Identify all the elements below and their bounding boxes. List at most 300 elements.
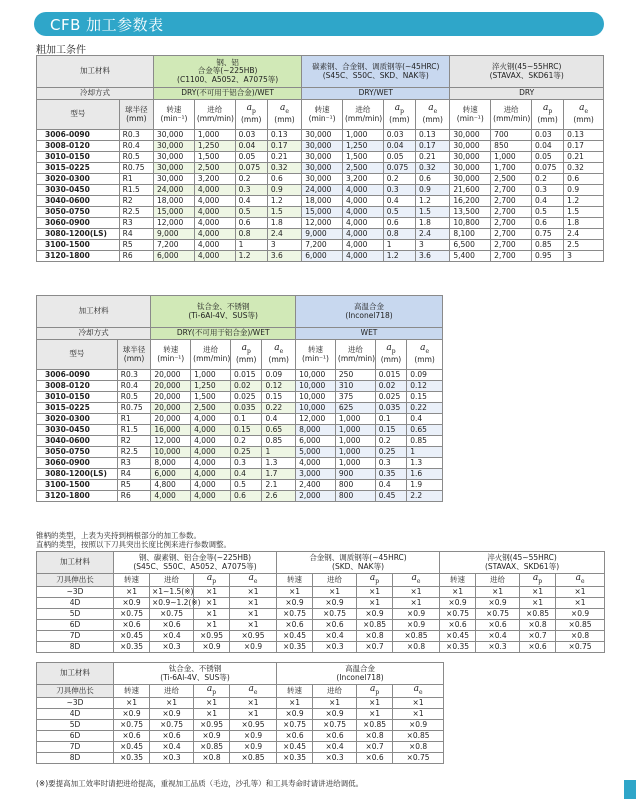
factor-value: ×0.95 [194,631,230,642]
table-row [37,425,443,436]
table-row [37,185,604,196]
table-row [37,698,444,709]
param-value: 0.9 [267,185,301,196]
factor-value: ×1 [393,598,440,609]
param-value: 0.09 [407,370,443,381]
table-row [37,753,444,764]
param-value: 4,000 [194,196,235,207]
factor-value: ×0.95 [194,720,230,731]
param-value: 0.45 [375,491,406,502]
param-value: 900 [335,469,375,480]
material-group-3: 淬火钢(45~55HRC) (STAVAX、SKD61等) [440,552,605,574]
param-value: 30,000 [302,174,343,185]
param-value: 850 [491,141,532,152]
param-value: 4,000 [194,207,235,218]
material-group-1: 钢、碳素钢、铝合金等(~225HB) (S45C、S50C、A5052、A7075等) [114,552,277,574]
param-value: 1.2 [267,196,301,207]
group-2-feed-header: 进给 (mm/min) [335,340,375,370]
ball-radius: R2 [117,436,151,447]
factor-value: ×0.9 [150,709,194,720]
factor-value: ×1 [230,598,277,609]
factor-value: ×0.3 [313,642,357,653]
cooling-method-1: DRY(不可用于铝合金)/WET [154,88,302,100]
param-value: 0.05 [383,152,415,163]
factor-value: ×0.8 [393,742,444,753]
rough-cutting-table-1 [36,55,604,262]
table-row [37,370,443,381]
ball-radius: R2.5 [117,447,151,458]
param-value: 4,000 [342,207,383,218]
model-label: 型号 [37,100,120,130]
model-number: 3030-0450 [37,425,118,436]
table-row [37,196,604,207]
ball-radius: R3 [119,218,153,229]
param-value: 2,500 [194,163,235,174]
param-value: 0.17 [267,141,301,152]
param-value: 4,000 [194,218,235,229]
ap-header: $a_p$ [520,574,556,587]
ae-unit: (mm) [268,355,289,365]
radius-header: 球半径 (mm) [117,340,151,370]
param-value: 0.65 [407,425,443,436]
factor-value: ×1 [357,587,393,598]
factor-value: ×0.75 [114,609,150,620]
param-value: 8,100 [450,229,491,240]
param-value: 0.21 [564,152,604,163]
overhang-length: 8D [37,753,114,764]
factor-value: ×1 [230,587,277,598]
cooling-method-2: DRY/WET [302,88,450,100]
param-value: 0.5 [531,207,563,218]
param-value: 4,000 [191,480,231,491]
model-number: 3015-0225 [37,403,118,414]
param-value: 1.9 [407,480,443,491]
factor-value: ×1 [520,587,556,598]
param-value: 0.6 [531,218,563,229]
table-row [37,742,444,753]
material-group-3: 淬火钢(45~55HRC) (STAVAX、SKD61等) [450,56,604,88]
param-value: 1.2 [564,196,604,207]
param-value: 4,000 [191,425,231,436]
cooling-label: 冷却方式 [37,328,151,340]
radius-header: 球半径 (mm) [119,100,153,130]
param-value: 0.6 [564,174,604,185]
group-1-speed-header: 转速 (min⁻¹) [154,100,195,130]
material-group-1: 钢、铝 合金等(~225HB) (C1100、A5052、A7075等) [154,56,302,88]
factor-value: ×0.85 [357,720,393,731]
factor-value: ×0.85 [393,731,444,742]
param-value: 0.22 [407,403,443,414]
param-value: 2.4 [415,229,449,240]
factor-value: ×1 [393,698,444,709]
factor-value: ×0.9 [393,609,440,620]
param-value: 0.015 [375,370,406,381]
param-value: 625 [335,403,375,414]
param-value: 4,000 [191,469,231,480]
factor-value: ×1 [194,709,230,720]
param-value: 0.9 [564,185,604,196]
param-value: 18,000 [154,196,195,207]
factor-value: ×1 [393,587,440,598]
table-row [37,731,444,742]
table-row [37,436,443,447]
param-value: 2,500 [491,174,532,185]
ae-unit: (mm) [414,355,435,365]
table-row [37,458,443,469]
ball-radius: R1 [119,174,153,185]
factor-value: ×0.4 [476,631,520,642]
overhang-length: 7D [37,631,114,642]
ball-radius: R0.4 [117,381,151,392]
factor-value: ×0.75 [313,720,357,731]
ball-radius: R1.5 [117,425,151,436]
factor-value: ×0.9 [357,609,393,620]
cooling-label: 冷却方式 [37,88,154,100]
param-value: 0.15 [375,425,406,436]
param-value: 10,000 [296,392,336,403]
table-row [37,709,444,720]
param-value: 0.2 [235,174,267,185]
param-value: 1.5 [564,207,604,218]
param-value: 4,000 [191,491,231,502]
model-number: 3008-0120 [37,381,118,392]
factor-value: ×0.6 [150,731,194,742]
param-value: 0.4 [375,480,406,491]
ap-unit: (mm) [537,115,558,125]
param-value: 3,000 [296,469,336,480]
factor-value: ×1 [476,587,520,598]
param-value: 3.6 [415,251,449,262]
factor-value: ×0.35 [277,753,313,764]
param-value: 0.17 [564,141,604,152]
param-value: 0.21 [267,152,301,163]
group-1-ae-header: $a_e$ (mm) [267,100,301,130]
overhang-adjustment-table-1 [36,551,605,653]
model-number: 3008-0120 [37,141,120,152]
factor-value: ×0.9 [393,720,444,731]
table-row [37,469,443,480]
param-value: 1,250 [342,141,383,152]
table-row [37,218,604,229]
factor-value: ×0.85 [194,742,230,753]
ball-radius: R0.4 [119,141,153,152]
param-value: 0.8 [383,229,415,240]
param-value: 0.13 [564,130,604,141]
ball-radius: R1 [117,414,151,425]
group-1-ae-header: $a_e$ (mm) [262,340,296,370]
table-row [37,403,443,414]
factor-value: ×0.6 [277,620,313,631]
model-number: 3050-0750 [37,447,118,458]
param-value: 0.15 [262,392,296,403]
ap-header: $a_p$ [194,685,230,698]
overhang-length: ~3D [37,698,114,709]
factor-value: ×1 [230,709,277,720]
model-number: 3015-0225 [37,163,120,174]
ap-header: $a_p$ [357,685,393,698]
ball-radius: R0.5 [119,152,153,163]
param-value: 3.6 [267,251,301,262]
table-row [37,141,604,152]
overhang-length: ~3D [37,587,114,598]
param-value: 1.2 [235,251,267,262]
speed-header: 转速 [114,685,150,698]
table-row [37,392,443,403]
param-value: 4,000 [194,251,235,262]
param-value: 6,500 [450,240,491,251]
param-value: 0.04 [383,141,415,152]
material-group-2: 合金钢、调质钢等(~45HRC) (SKD、NAK等) [277,552,440,574]
param-value: 20,000 [151,403,191,414]
factor-value: ×0.35 [277,642,313,653]
factor-value: ×0.4 [313,631,357,642]
model-number: 3080-1200(LS) [37,469,118,480]
param-value: 0.6 [235,218,267,229]
ball-radius: R2 [119,196,153,207]
factor-value: ×0.6 [476,620,520,631]
table-row [37,130,604,141]
factor-value: ×1 [230,609,277,620]
param-value: 0.2 [375,436,406,447]
param-value: 0.22 [262,403,296,414]
param-value: 2.4 [564,229,604,240]
factor-value: ×0.8 [556,631,605,642]
param-value: 4,800 [151,480,191,491]
param-value: 1,500 [342,152,383,163]
ball-radius: R0.5 [117,392,151,403]
note-line: 直柄的类型，按照以下刀具突出长度比例来进行参数调整。 [36,540,231,549]
factor-value: ×0.9 [194,642,230,653]
param-value: 0.6 [415,174,449,185]
factor-value: ×0.7 [520,631,556,642]
model-number: 3040-0600 [37,436,118,447]
param-value: 0.3 [235,185,267,196]
factor-value: ×0.8 [393,642,440,653]
param-value: 1,000 [491,152,532,163]
param-value: 1.6 [407,469,443,480]
table-row [37,620,605,631]
table-row [37,240,604,251]
footnote: (※)要提高加工效率时请把进给提高，重视加工品质（毛边，沙孔等）和工具寿命时请讲进给调低。 [36,779,364,788]
table-row [37,480,443,491]
param-value: 0.075 [531,163,563,174]
param-value: 30,000 [154,152,195,163]
ball-radius: R1.5 [119,185,153,196]
table-row [37,574,605,587]
table-row [37,642,605,653]
param-value: 4,000 [151,491,191,502]
param-value: 0.6 [383,218,415,229]
param-value: 0.1 [231,414,262,425]
factor-value: ×1 [230,620,277,631]
factor-value: ×0.75 [114,720,150,731]
param-value: 30,000 [302,152,343,163]
param-value: 12,000 [151,436,191,447]
feed-header: 进给 [476,574,520,587]
speed-header: 转速 [277,574,313,587]
cooling-method-3: DRY [450,88,604,100]
param-value: 1 [262,447,296,458]
param-value: 0.02 [375,381,406,392]
param-value: 30,000 [450,141,491,152]
param-value: 9,000 [154,229,195,240]
group-1-feed-header: 进给 (mm/min) [194,100,235,130]
overhang-label: 刀具伸出长 [37,685,114,698]
param-value: 1.2 [415,196,449,207]
param-value: 0.3 [231,458,262,469]
overhang-length: 8D [37,642,114,653]
table-row [37,340,443,370]
factor-value: ×0.75 [556,642,605,653]
ball-radius: R0.3 [119,130,153,141]
table-row [37,100,604,130]
material-group-1: 钛合金、不锈钢 (Ti-6Al-4V、SUS等) [151,296,296,328]
table-row [37,685,444,698]
model-number: 3006-0090 [37,370,118,381]
speed-header: 转速 [277,685,313,698]
factor-value: ×0.9~1.2(※) [150,598,194,609]
factor-value: ×0.9 [277,598,313,609]
model-number: 3040-0600 [37,196,120,207]
param-value: 3,200 [342,174,383,185]
param-value: 0.9 [415,185,449,196]
overhang-label: 刀具伸出长 [37,574,114,587]
model-number: 3010-0150 [37,392,118,403]
param-value: 2,700 [491,207,532,218]
factor-value: ×0.8 [194,753,230,764]
factor-value: ×0.9 [393,620,440,631]
param-value: 250 [335,370,375,381]
factor-value: ×0.6 [357,753,393,764]
ae-header: $a_e$ [230,685,277,698]
param-value: 800 [335,491,375,502]
param-value: 700 [491,130,532,141]
ball-radius: R0.3 [117,370,151,381]
param-value: 0.3 [531,185,563,196]
param-value: 30,000 [302,130,343,141]
param-value: 0.13 [415,130,449,141]
overhang-length: 7D [37,742,114,753]
param-value: 0.21 [415,152,449,163]
param-value: 5,400 [450,251,491,262]
material-label: 加工材料 [37,663,114,685]
factor-value: ×0.85 [230,753,277,764]
param-value: 7,200 [154,240,195,251]
param-value: 4,000 [342,240,383,251]
factor-value: ×0.75 [277,720,313,731]
table-row [37,381,443,392]
ball-radius: R0.75 [119,163,153,174]
table-row [37,207,604,218]
factor-value: ×0.9 [476,598,520,609]
param-value: 1.8 [267,218,301,229]
group-1-ap-header: $a_p$ (mm) [231,340,262,370]
group-3-ap-header: $a_p$ (mm) [531,100,563,130]
param-value: 0.85 [262,436,296,447]
param-value: 4,000 [191,414,231,425]
param-value: 0.04 [531,141,563,152]
group-2-speed-header: 转速 (min⁻¹) [296,340,336,370]
factor-value: ×1 [150,698,194,709]
param-value: 0.3 [375,458,406,469]
group-3-ae-header: $a_e$ (mm) [564,100,604,130]
param-value: 0.03 [383,130,415,141]
param-value: 0.025 [375,392,406,403]
factor-value: ×0.8 [357,731,393,742]
param-value: 0.04 [235,141,267,152]
factor-value: ×1 [194,598,230,609]
factor-value: ×0.9 [114,598,150,609]
ae-header: $a_e$ [230,574,277,587]
factor-value: ×0.3 [150,753,194,764]
ball-radius: R3 [117,458,151,469]
factor-value: ×0.9 [230,642,277,653]
factor-value: ×1 [194,698,230,709]
param-value: 2,700 [491,251,532,262]
ball-radius: R5 [117,480,151,491]
model-number: 3030-0450 [37,185,120,196]
factor-value: ×1 [313,698,357,709]
factor-value: ×1 [114,698,150,709]
factor-value: ×0.45 [277,742,313,753]
ball-radius: R6 [117,491,151,502]
param-value: 4,000 [194,240,235,251]
factor-value: ×0.35 [440,642,476,653]
ap-header: $a_p$ [194,574,230,587]
ap-unit: (mm) [235,355,257,365]
param-value: 10,000 [296,403,336,414]
param-value: 30,000 [450,163,491,174]
group-2-ap-header: $a_p$ (mm) [383,100,415,130]
param-value: 6,000 [302,251,343,262]
model-number: 3010-0150 [37,152,120,163]
param-value: 2,700 [491,229,532,240]
param-value: 0.5 [231,480,262,491]
side-tab [624,780,636,799]
param-value: 0.03 [531,130,563,141]
param-value: 1,000 [342,130,383,141]
factor-value: ×0.9 [556,609,605,620]
rough-cutting-table-2 [36,295,443,502]
ae-header: $a_e$ [393,574,440,587]
group-3-speed-header: 转速 (min⁻¹) [450,100,491,130]
ap-header: $a_p$ [357,574,393,587]
factor-value: ×0.9 [230,742,277,753]
material-group-2: 碳素钢、合金钢、调质钢等(~45HRC) (S45C、S50C、SKD、NAK等) [302,56,450,88]
factor-value: ×1 [194,587,230,598]
factor-value: ×0.75 [440,609,476,620]
param-value: 0.5 [235,207,267,218]
table-row [37,598,605,609]
factor-value: ×1 [230,698,277,709]
factor-value: ×0.95 [230,720,277,731]
param-value: 0.4 [407,414,443,425]
param-value: 10,800 [450,218,491,229]
param-value: 2.2 [407,491,443,502]
factor-value: ×0.85 [520,609,556,620]
factor-value: ×0.75 [393,753,444,764]
factor-value: ×0.75 [476,609,520,620]
ae-unit: (mm) [274,115,295,125]
factor-value: ×0.4 [150,742,194,753]
param-value: 1 [383,240,415,251]
param-value: 2,700 [491,196,532,207]
feed-header: 进给 [313,685,357,698]
param-value: 1,500 [194,152,235,163]
factor-value: ×0.35 [114,642,150,653]
factor-value: ×0.6 [313,620,357,631]
ball-radius: R5 [119,240,153,251]
